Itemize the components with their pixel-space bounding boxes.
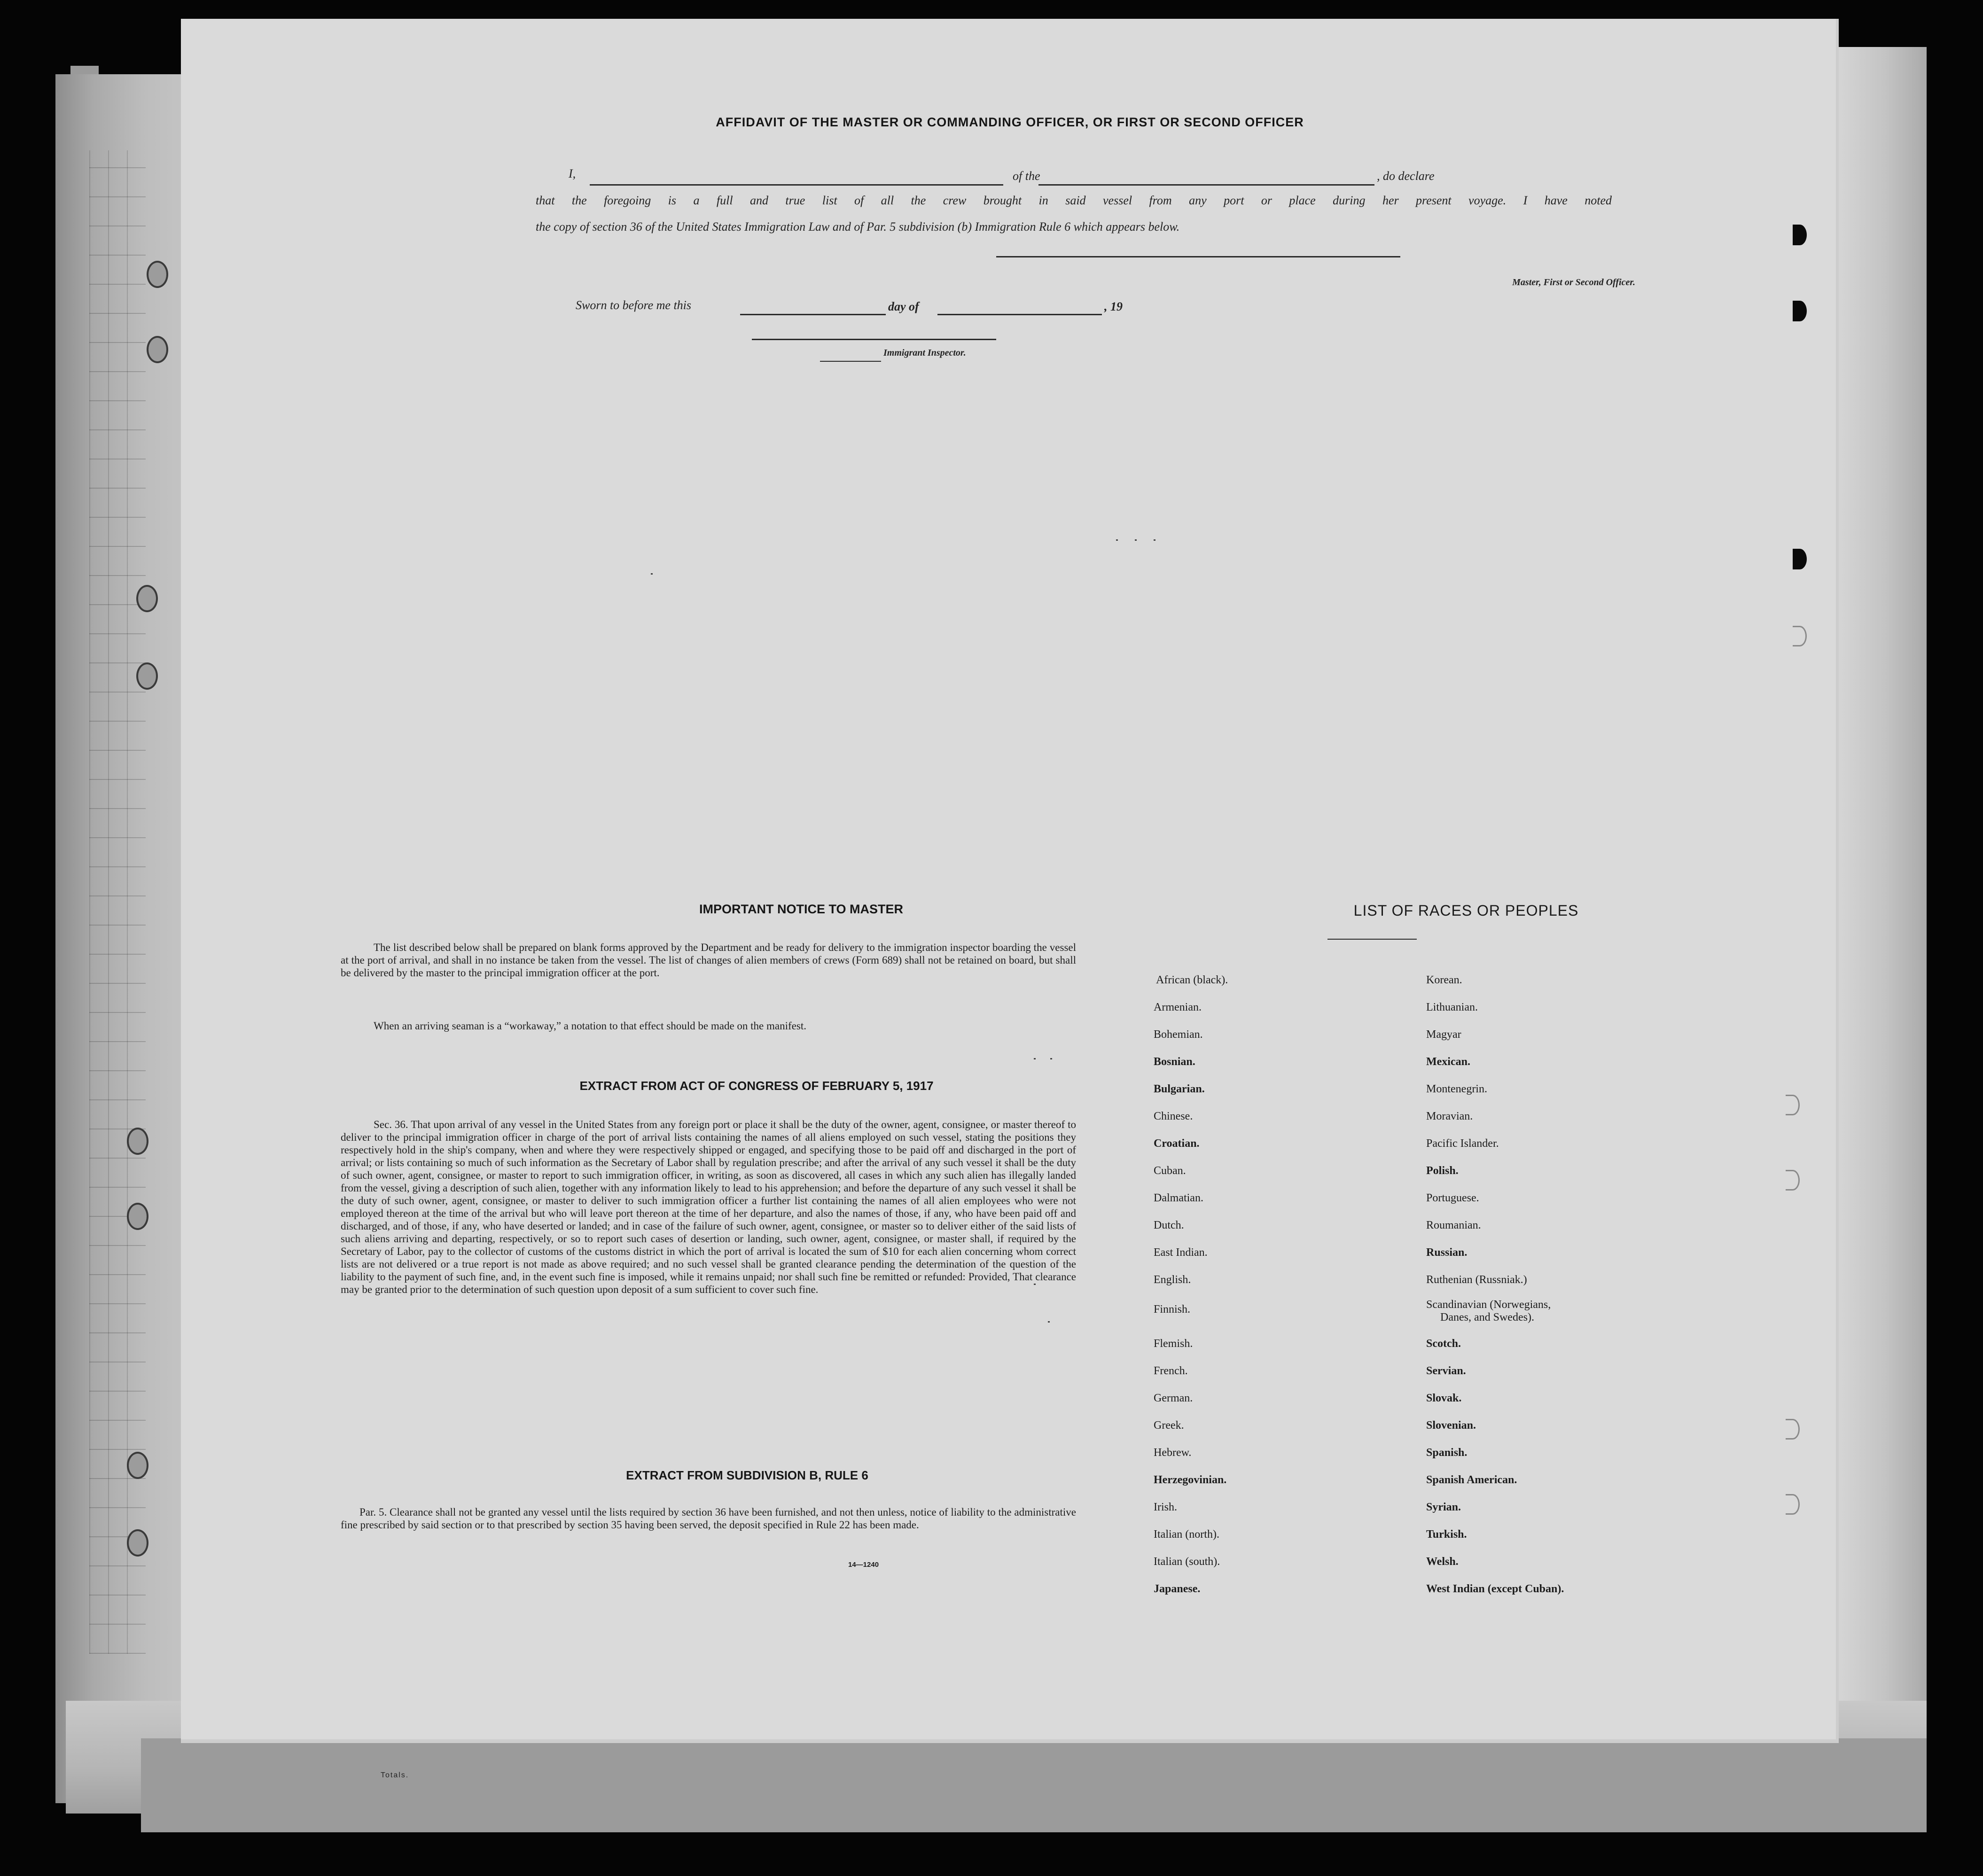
race-entry: Magyar (1426, 1028, 1461, 1041)
race-entry: Irish. (1154, 1501, 1177, 1513)
race-entry: Scotch. (1426, 1338, 1461, 1350)
scan-speck (1135, 539, 1137, 541)
race-entry: Korean. (1426, 974, 1462, 986)
race-entry: Bohemian. (1154, 1028, 1203, 1041)
race-entry: Syrian. (1426, 1501, 1461, 1513)
race-entry: Armenian. (1154, 1001, 1202, 1013)
month-blank (937, 314, 1102, 315)
binder-hole (147, 336, 168, 363)
race-entry: Japanese. (1154, 1583, 1201, 1595)
binder-hole (147, 261, 168, 288)
rule-extract-text: Par. 5. Clearance shall not be granted any vessel until the lists required by section 36 have been furnished, and not then unless, notice of liability to the administrative fine prescribed by said section or to that prescribed by section 35 having been served, the deposit specified in Rule 22 has been made. (341, 1506, 1076, 1531)
of-the-label: of the (1013, 169, 1040, 183)
race-entry: Greek. (1154, 1419, 1184, 1432)
notice-title: IMPORTANT NOTICE TO MASTER (699, 902, 903, 916)
race-entry: German. (1154, 1392, 1193, 1404)
underlying-page-bottom-lower (141, 1738, 1927, 1832)
inspector-signature-line (752, 339, 996, 340)
race-entry: Roumanian. (1426, 1219, 1481, 1231)
affidavit-page (181, 19, 1839, 1743)
binder-hole (136, 662, 158, 690)
race-entry: Italian (south). (1154, 1556, 1220, 1568)
master-signature-title: Master, First or Second Officer. (1512, 277, 1635, 288)
scan-speck (651, 573, 653, 575)
scan-speck (1034, 1058, 1036, 1059)
form-number: 14—1240 (848, 1561, 879, 1569)
race-entry: Croatian. (1154, 1137, 1200, 1150)
race-entry: Bosnian. (1154, 1056, 1195, 1068)
day-of-label: day of (888, 300, 919, 313)
page-hole (1786, 1095, 1800, 1115)
page-hole (1786, 1494, 1800, 1515)
ledger-grid-strip (89, 150, 146, 1654)
inspector-dash (820, 361, 881, 362)
binder-hole (136, 585, 158, 612)
binder-hole (127, 1452, 148, 1479)
race-entry: Cuban. (1154, 1165, 1186, 1177)
race-entry: English. (1154, 1274, 1191, 1286)
scan-speck (1050, 1058, 1052, 1059)
binder-hole (127, 1529, 148, 1557)
race-entry: Turkish. (1426, 1528, 1467, 1541)
race-entry: Mexican. (1426, 1056, 1470, 1068)
affidavit-title: AFFIDAVIT OF THE MASTER OR COMMANDING OFFICER, OR FIRST OR SECOND OFFICER (716, 115, 1304, 129)
sworn-label: Sworn to before me this (576, 298, 692, 312)
underlying-page-right (1833, 47, 1927, 1781)
race-entry: Herzegovinian. (1154, 1474, 1227, 1486)
race-entry: Scandinavian (Norwegians, (1426, 1299, 1551, 1311)
race-entry: Chinese. (1154, 1110, 1193, 1122)
race-entry: Ruthenian (Russniak.) (1426, 1274, 1527, 1286)
officer-name-blank (590, 184, 1003, 186)
page-hole (1793, 225, 1807, 245)
race-entry: Portuguese. (1426, 1192, 1479, 1204)
race-entry: Russian. (1426, 1246, 1468, 1259)
race-entry: Dalmatian. (1154, 1192, 1203, 1204)
vessel-name-blank (1038, 184, 1374, 186)
notice-paragraph: The list described below shall be prepared on blank forms approved by the Department and be ready for delivery to the immigration inspector boarding the vessel at the port of arrival, and shall in no instance be taken from the vessel. The list of changes of alien members of crews (Form 689) shall not be retained on board, but shall be delivered by the master to the principal immigration officer at the port. (341, 942, 1076, 979)
race-entry: Finnish. (1154, 1303, 1191, 1316)
races-title: LIST OF RACES OR PEOPLES (1353, 902, 1579, 919)
binder-hole (127, 1128, 148, 1155)
race-entry: Hebrew. (1154, 1447, 1192, 1459)
scan-speck (1116, 539, 1118, 541)
page-hole (1786, 1170, 1800, 1191)
scan-speck (1048, 1321, 1050, 1323)
race-entry: Spanish. (1426, 1447, 1468, 1459)
page-hole (1793, 626, 1807, 646)
do-declare-label: , do declare (1377, 169, 1435, 183)
race-entry: Montenegrin. (1426, 1083, 1487, 1095)
day-blank (740, 314, 886, 315)
scan-speck (1154, 539, 1155, 541)
race-entry: African (black). (1156, 974, 1228, 986)
race-entry: Flemish. (1154, 1338, 1193, 1350)
act-extract-text: Sec. 36. That upon arrival of any vessel in the United States from any foreign port or place it shall be the duty of the owner, agent, consignee, or master thereof to deliver to the principal immigration officer in charge of the port of arrival lists containing the names of all aliens employed on such vessel, stating the positions they respectively hold in the ship's company, when and where they were respectively shipped or engaged, and specifying those to be paid off and discharged in the port of arrival; or lists containing so much of such information as the Secretary of Labor shall by regulation prescribe; and after the arrival of any such vessel it shall be the duty of such owner, agent, consignee, or master to report to such immigration officer, in writing, as soon as discovered, all cases in which any such alien has illegally landed from the vessel, giving a description of such alien, together with any information likely to lead to his apprehension; and before the departure of any such vessel it shall be the duty of such owner, agent, consignee, or master to deliver to such immigration officer a further list containing the names of all alien employees who were not employed thereon at the time of the arrival but who will leave port thereon at the time of her departure, and also the names of those, if any, who have been paid off and discharged, and of those, if any, who have deserted or landed; and in case of the failure of such owner, agent, consignee, or master so to deliver either of the said lists of such aliens arriving and departing, respectively, or so to report such cases of desertion or landing, such owner, agent, consignee, or master shall, if required by the Secretary of Labor, pay to the collector of customs of the customs district in which the port of arrival is located the sum of $10 for each alien concerning whom correct lists are not delivered or a true report is not made as above required; and no such vessel shall be granted clearance pending the determination of the question of the liability to the payment of such fine, and, in the event such fine is imposed, while it remains unpaid; nor shall such fine be remitted or refunded: Provided, That clearance may be granted prior to the determination of such question upon deposit of a sum sufficient to cover such fine. (341, 1119, 1076, 1295)
race-entry: Polish. (1426, 1165, 1459, 1177)
race-entry: Bulgarian. (1154, 1083, 1205, 1095)
act-extract-title: EXTRACT FROM ACT OF CONGRESS OF FEBRUARY 5, 1917 (579, 1079, 934, 1093)
races-title-rule (1327, 939, 1417, 940)
race-entry: Moravian. (1426, 1110, 1473, 1122)
declaration-line: that the foregoing is a full and true list of all the crew brought in said vessel from any port or place during her present voyage. I have noted (536, 194, 1612, 207)
race-entry: West Indian (except Cuban). (1426, 1583, 1564, 1595)
totals-label: Totals. (381, 1771, 409, 1779)
master-signature-line (996, 256, 1400, 257)
race-entry: French. (1154, 1365, 1188, 1377)
page-hole (1793, 301, 1807, 321)
page-hole (1786, 1419, 1800, 1440)
notice-paragraph: When an arriving seaman is a “workaway,” a notation to that effect should be made on the manifest. (374, 1020, 806, 1032)
race-entry: Welsh. (1426, 1556, 1459, 1568)
race-entry: Dutch. (1154, 1219, 1184, 1231)
race-entry: Slovenian. (1426, 1419, 1476, 1432)
race-entry: Danes, and Swedes). (1440, 1311, 1534, 1323)
inspector-title: Immigrant Inspector. (883, 348, 966, 358)
race-entry: Italian (north). (1154, 1528, 1219, 1541)
race-entry: Slovak. (1426, 1392, 1462, 1404)
race-entry: East Indian. (1154, 1246, 1208, 1259)
declaration-line: the copy of section 36 of the United States Immigration Law and of Par. 5 subdivision (b) Immigration Rule 6 which appears below. (536, 220, 1180, 234)
scan-speck (1034, 1284, 1036, 1285)
race-entry: Servian. (1426, 1365, 1466, 1377)
race-entry: Pacific Islander. (1426, 1137, 1499, 1150)
page-hole (1793, 549, 1807, 569)
declare-prefix: I, (569, 167, 576, 180)
binder-hole (127, 1203, 148, 1230)
rule-extract-title: EXTRACT FROM SUBDIVISION B, RULE 6 (626, 1468, 868, 1482)
race-entry: Spanish American. (1426, 1474, 1517, 1486)
year-label: , 19 (1104, 300, 1123, 313)
race-entry: Lithuanian. (1426, 1001, 1478, 1013)
